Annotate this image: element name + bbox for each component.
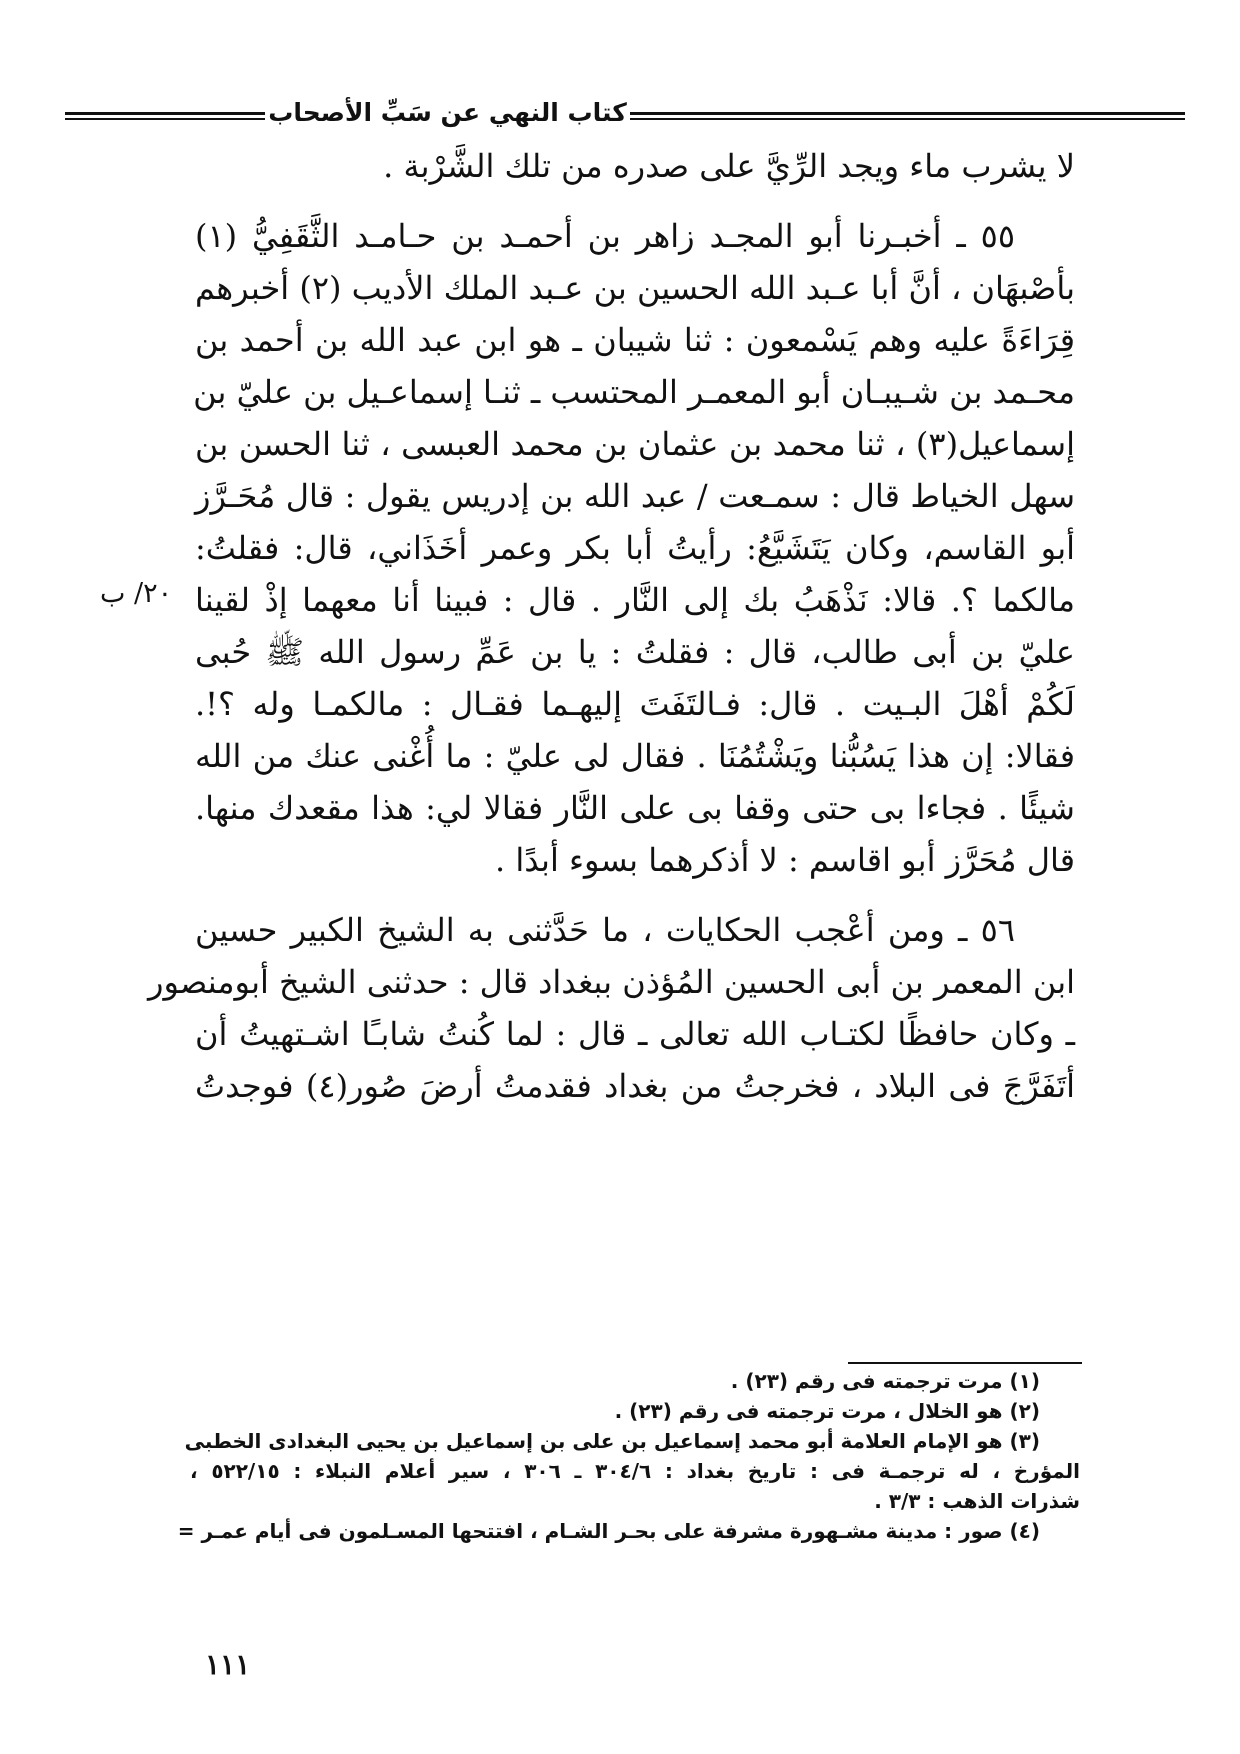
footnotes [177, 1366, 1081, 1546]
text-line: فقالا: إن هذا يَسُبُّنا ويَشْتُمُنَا . فقال لى عليّ : ما أُغْنى عنك من الله [195, 737, 1075, 775]
text-line: مالكما ؟. قالا: نَذْهَبُ بك إلى النَّار . قال : فبينا أنا معهما إذْ لقينا [195, 581, 1076, 619]
text-line: قِرَاءَةً عليه وهم يَسْمعون : ثنا شيبان ـ هو ابن عبد الله بن أحمد بن [195, 321, 1075, 359]
footnote-line: (٣) هو الإمام العلامة أبو محمد إسماعيل بن على بن إسماعيل بن يحيى البغدادى الخطبى [184, 1429, 1040, 1453]
footnote-line: (١) مرت ترجمته فى رقم (٢٣) . [730, 1369, 1040, 1393]
text-line: قال مُحَرَّز أبو اقاسم : لا أذكرهما بسوء أبدًا . [495, 841, 1075, 879]
text-line: ٥٥ ـ أخبـرنا أبو المجـد زاهر بن أحمـد بن حـامـد الثَّقَفِيُّ (١) [195, 217, 1015, 255]
text-line: عليّ بن أبى طالب، قال : فقلتُ : يا بن عَمِّ رسول الله ﷺ حُبى [195, 633, 1076, 671]
header-rule-right [630, 112, 1185, 120]
footnote-line: شذرات الذهب : ٣/٣ . [874, 1489, 1080, 1513]
text-line: محـمد بن شـيبـان أبو المعمـر المحتسب ـ ثنـا إسماعـيل بن عليّ بن [193, 373, 1075, 411]
main-text [148, 140, 1076, 1112]
footnote-line: (٢) هو الخلال ، مرت ترجمته فى رقم (٢٣) . [614, 1399, 1040, 1423]
text-line: شيئًا . فجاءا بى حتى وقفا بى على النَّار فقالا لي: هذا مقعدك منها. [195, 789, 1075, 827]
folio-margin-note: ٢٠/ ب [100, 578, 173, 609]
text-line: أبو القاسم، وكان يَتَشَيَّعُ: رأيتُ أبا بكر وعمر أخَذَاني، قال: فقلتُ: [195, 529, 1075, 567]
text-line: إسماعيل(٣) ، ثنا محمد بن عثمان بن محمد العبسى ، ثنا الحسن بن [195, 425, 1075, 463]
text-line: ـ وكان حافظًا لكتـاب الله تعالى ـ قال : لما كُنتُ شابـًا اشـتهيتُ أن [195, 1015, 1075, 1053]
footnote-line: المؤرخ ، له ترجمـة فى : تاريخ بغداد : ٣٠٤/٦ ـ ٣٠٦ ، سير أعلام النبلاء : ٥٢٢/١٥ ، [190, 1459, 1081, 1483]
footnote-divider [848, 1362, 1082, 1364]
text-line: ٥٦ ـ ومن أعْجب الحكايات ، ما حَدَّثنى به الشيخ الكبير حسين [195, 911, 1016, 949]
footnote-line: (٤) صور : مدينة مشـهورة مشرفة على بحـر الشـام ، افتتحها المسـلمون فى أيام عمـر = [177, 1519, 1040, 1543]
header-rule-left [65, 112, 265, 120]
text-line: بأصْبهَان ، أنَّ أبا عـبد الله الحسين بن عـبد الملك الأديب (٢) أخبرهم [195, 269, 1076, 307]
header-title: كتاب النهي عن سَبِّ الأصحاب [268, 98, 627, 127]
text-line: سهل الخياط قال : سمـعت / عبد الله بن إدريس يقول : قال مُحَـرَّز [195, 477, 1076, 515]
text-line: لا يشرب ماء ويجد الرِّيَّ على صدره من تلك الشَّرْبة . [383, 147, 1075, 185]
running-header [65, 98, 1185, 138]
text-line: أتَفَرَّجَ فى البلاد ، فخرجتُ من بغداد فقدمتُ أرضَ صُور(٤) فوجدتُ [195, 1067, 1076, 1105]
page-number: ١١١ [205, 1648, 251, 1681]
text-line: ابن المعمر بن أبى الحسين المُؤذن ببغداد قال : حدثنى الشيخ أبومنصور [148, 963, 1075, 1001]
text-line: لَكُمْ أهْلَ البـيت . قال: فـالتَفَتَ إليهـما فقـال : مالكمـا وله ؟!. [195, 685, 1075, 723]
